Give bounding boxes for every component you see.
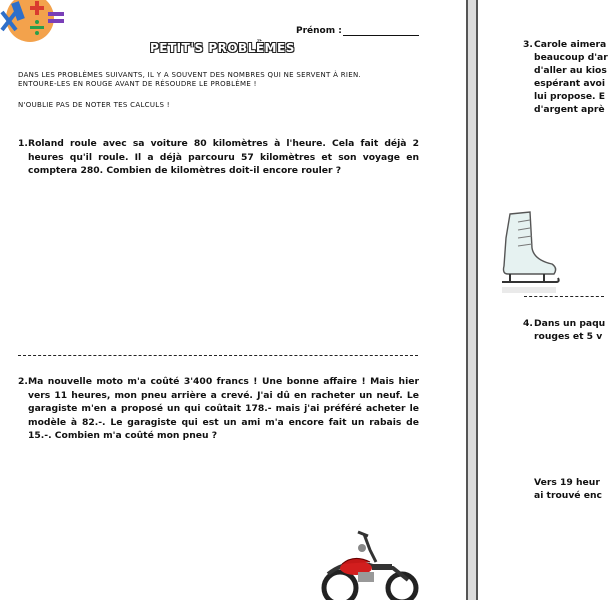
problem-5-line-1: Vers 19 heur xyxy=(534,477,600,488)
problem-3-line-1: Carole aimera xyxy=(534,39,607,50)
problem-4-line-1: Dans un paqu xyxy=(534,318,606,329)
prenom-label: Prénom : xyxy=(296,26,342,36)
instruction-line-1: DANS LES PROBLÈMES SUIVANTS, IL Y A SOUVENT DES NOMBRES QUI NE SERVENT À RIEN. xyxy=(18,71,362,79)
math-symbols-logo xyxy=(0,0,68,46)
separator-line-right xyxy=(524,296,604,297)
problem-text: Ma nouvelle moto m'a coûté 3'400 francs ! Une bonne affaire ! Mais hier vers 11 heures, mon pneu arrière a crevé. J'ai dû en racheter un neuf. Le garagiste m'en a proposé un qui coûtait 178.- mais j'ai préféré acheter le modèle à 82.-. Le garagiste qui est un ami m'a encore fait un rabais de 15.-. Combien m'a coûté mon pneu ? xyxy=(28,376,419,441)
problem-5-line-2: ai trouvé enc xyxy=(534,490,602,501)
problem-3-line-4: espérant avoi xyxy=(534,78,606,89)
instruction-line-2: ENTOURE-LES EN ROUGE AVANT DE RÉSOUDRE LE PROBLÈME ! xyxy=(18,80,257,88)
problem-number: 1. xyxy=(18,138,28,149)
motorcycle-image xyxy=(318,528,418,600)
problem-4-number: 4. xyxy=(523,318,533,329)
problem-2 xyxy=(18,375,419,443)
problem-number: 2. xyxy=(18,376,28,387)
problem-3-line-3: d'aller au kios xyxy=(534,65,607,76)
separator-line xyxy=(18,355,418,356)
instruction-line-3: N'OUBLIE PAS DE NOTER TES CALCULS ! xyxy=(18,101,170,109)
problem-1 xyxy=(18,137,419,178)
problem-3-line-2: beaucoup d'ar xyxy=(534,52,608,63)
worksheet-page-right xyxy=(478,0,608,600)
problem-3-line-5: lui propose. E xyxy=(534,91,606,102)
problem-3-line-6: d'argent aprè xyxy=(534,104,605,115)
prenom-field[interactable] xyxy=(343,35,419,36)
page-title: PETIT'S PROBLÈMES xyxy=(150,41,295,55)
problem-4-line-2: rouges et 5 v xyxy=(534,331,603,342)
problem-text: Roland roule avec sa voiture 80 kilomètres à l'heure. Cela fait déjà 2 heures qu'il roule. Il a déjà parcouru 57 kilomètres et son voyage en comptera 280. Combien de kilomètres doit-il encore rouler ? xyxy=(28,138,419,176)
problem-3-number: 3. xyxy=(523,39,533,50)
page-gutter xyxy=(466,0,478,600)
ice-skate-image xyxy=(496,208,562,304)
